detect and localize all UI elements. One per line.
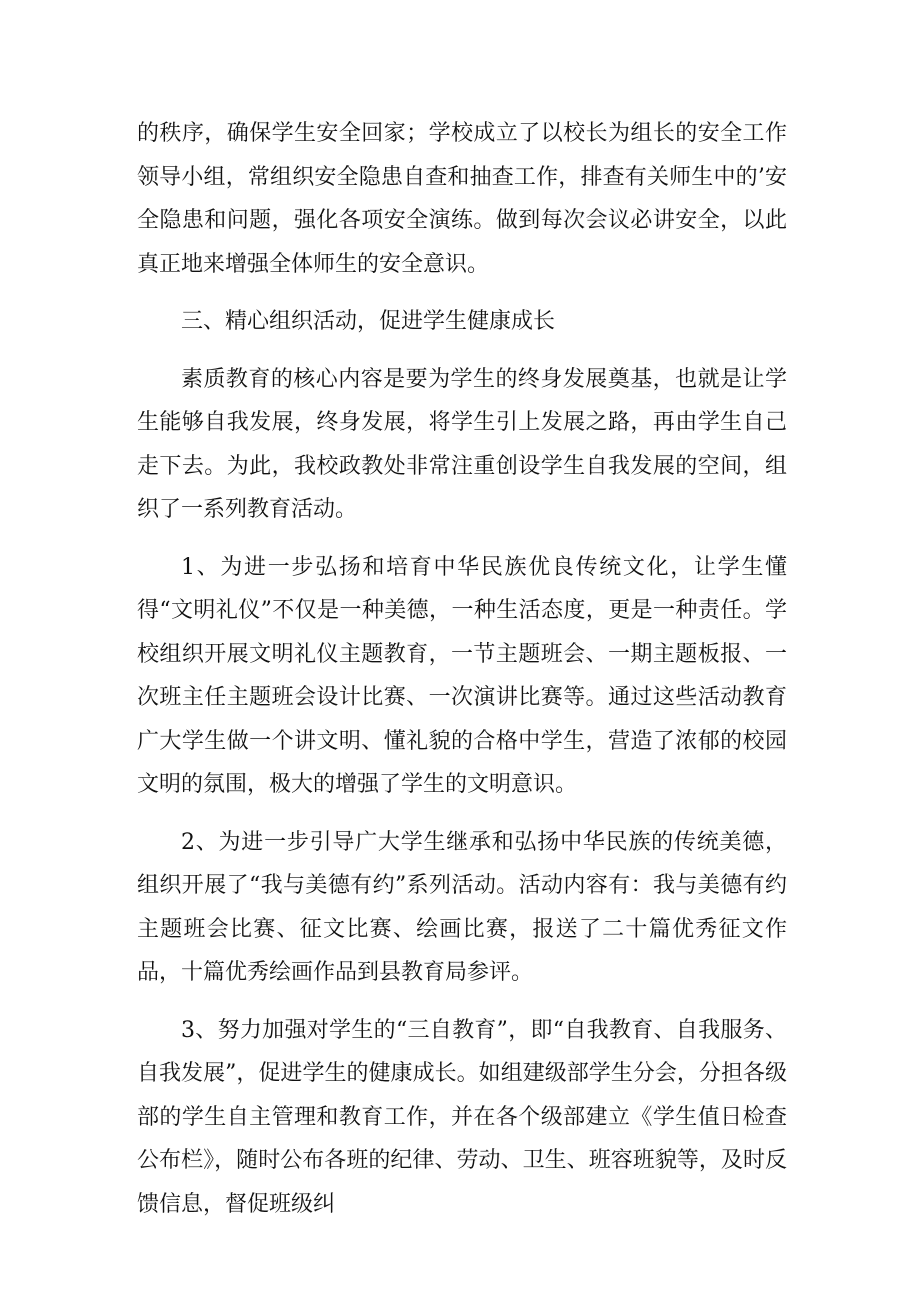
paragraph-intro: 素质教育的核心内容是要为学生的终身发展奠基，也就是让学生能够自我发展，终身发展，将学生引上发展之路，再由学生自己走下去。为此，我校政教处非常注重创设学生自我发展的空间，组织了一系列教育活动。: [137, 366, 787, 522]
paragraph-item-3: 3、努力加强对学生的“三自教育”，即“自我教育、自我服务、自我发展”，促进学生的健康成长。如组建级部学生分会，分担各级部的学生自主管理和教育工作，并在各个级部建立《学生值日检查公布栏》，随时公布各班的纪律、劳动、卫生、班容班貌等，及时反馈信息，督促班级纠: [137, 1017, 787, 1217]
paragraph-item-2: 2、为进一步引导广大学生继承和弘扬中华民族的传统美德，组织开展了“我与美德有约”系列活动。活动内容有：我与美德有约主题班会比赛、征文比赛、绘画比赛，报送了二十篇优秀征文作品，十篇优秀绘画作品到县教育局参评。: [137, 829, 787, 985]
document-body: [137, 112, 787, 1240]
paragraph-item-1: 1、为进一步弘扬和培育中华民族优良传统文化，让学生懂得“文明礼仪”不仅是一种美德，一种生活态度，更是一种责任。学校组织开展文明礼仪主题教育，一节主题班会、一期主题板报、一次班主任主题班会设计比赛、一次演讲比赛等。通过这些活动教育广大学生做一个讲文明、懂礼貌的合格中学生，营造了浓郁的校园文明的氛围，极大的增强了学生的文明意识。: [137, 554, 787, 797]
section-heading: 三、精心组织活动，促进学生健康成长: [181, 309, 556, 334]
paragraph-continuation: 的秩序，确保学生安全回家；学校成立了以校长为组长的安全工作领导小组，常组织安全隐患自查和抽查工作，排查有关师生中的’安全隐患和问题，强化各项安全演练。做到每次会议必讲安全，以此真正地来增强全体师生的安全意识。: [137, 121, 787, 277]
